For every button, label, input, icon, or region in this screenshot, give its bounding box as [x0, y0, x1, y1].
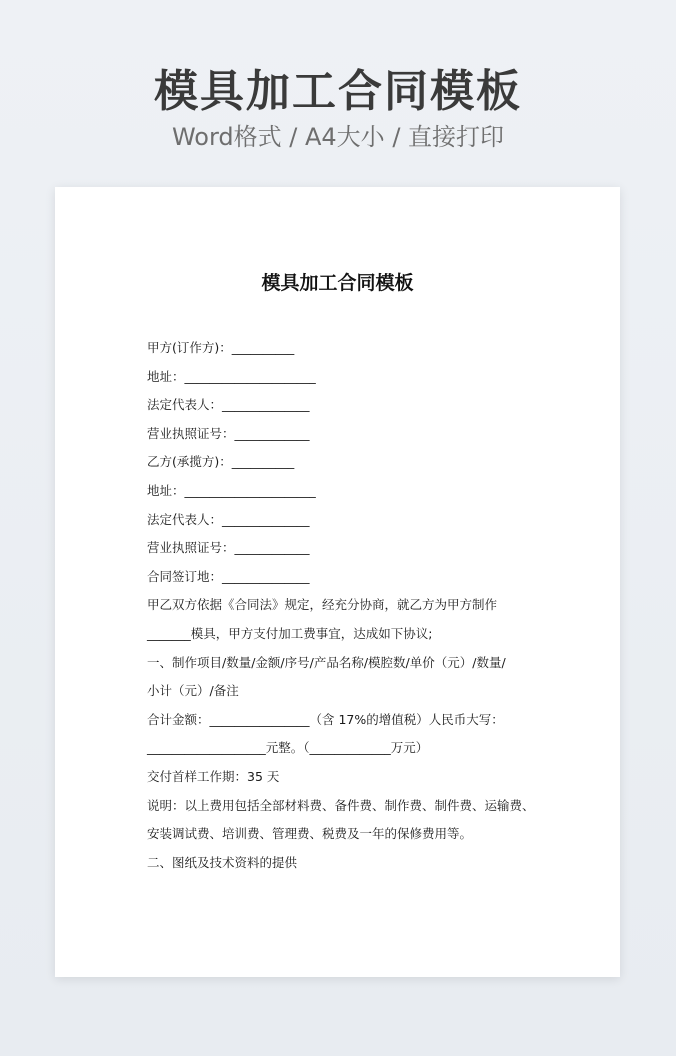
party-b-address-line: 地址：_____________________ — [147, 482, 316, 498]
total-amount-line: 合计金额：________________（含 17%的增值税）人民币大写： — [147, 711, 504, 727]
note-line-1: 说明：以上费用包括全部材料费、备件费、制作费、制件费、运输费、 — [147, 797, 535, 813]
preamble-line-1: 甲乙双方依据《合同法》规定，经充分协商，就乙方为甲方制作 — [147, 597, 498, 613]
section-1-heading: 一、制作项目/数量/金额/序号/产品名称/模腔数/单价（元）/数量/ — [147, 654, 506, 670]
amount-words-line: ___________________元整。（_____________万元） — [147, 740, 429, 756]
note-line-2: 安装调试费、培训费、管理费、税费及一年的保修费用等。 — [147, 826, 473, 842]
party-b-license-line: 营业执照证号：____________ — [147, 540, 310, 556]
section-2-heading: 二、图纸及技术资料的提供 — [147, 854, 298, 870]
signing-place-line: 合同签订地：______________ — [147, 568, 310, 584]
document-title: 模具加工合同模板 — [261, 272, 414, 294]
document-page — [55, 187, 620, 977]
party-a-name-line: 甲方(订作方)：__________ — [147, 340, 295, 355]
preamble-line-2: _______模具，甲方支付加工费事宜，达成如下协议; — [147, 625, 433, 641]
party-a-legal-rep-line: 法定代表人：______________ — [147, 397, 310, 413]
party-b-legal-rep-line: 法定代表人：______________ — [147, 511, 310, 527]
section-1-heading-cont: 小计（元）/备注 — [147, 683, 239, 699]
party-a-address-line: 地址：_____________________ — [147, 368, 316, 384]
banner-subtitle: Word格式 / A4大小 / 直接打印 — [171, 123, 505, 151]
document-body — [147, 334, 542, 877]
party-b-name-line: 乙方(承揽方)：__________ — [147, 454, 295, 470]
delivery-period-line: 交付首样工作期：35 天 — [147, 768, 280, 784]
banner-title: 模具加工合同模板 — [154, 66, 522, 117]
party-a-license-line: 营业执照证号：____________ — [147, 425, 310, 441]
